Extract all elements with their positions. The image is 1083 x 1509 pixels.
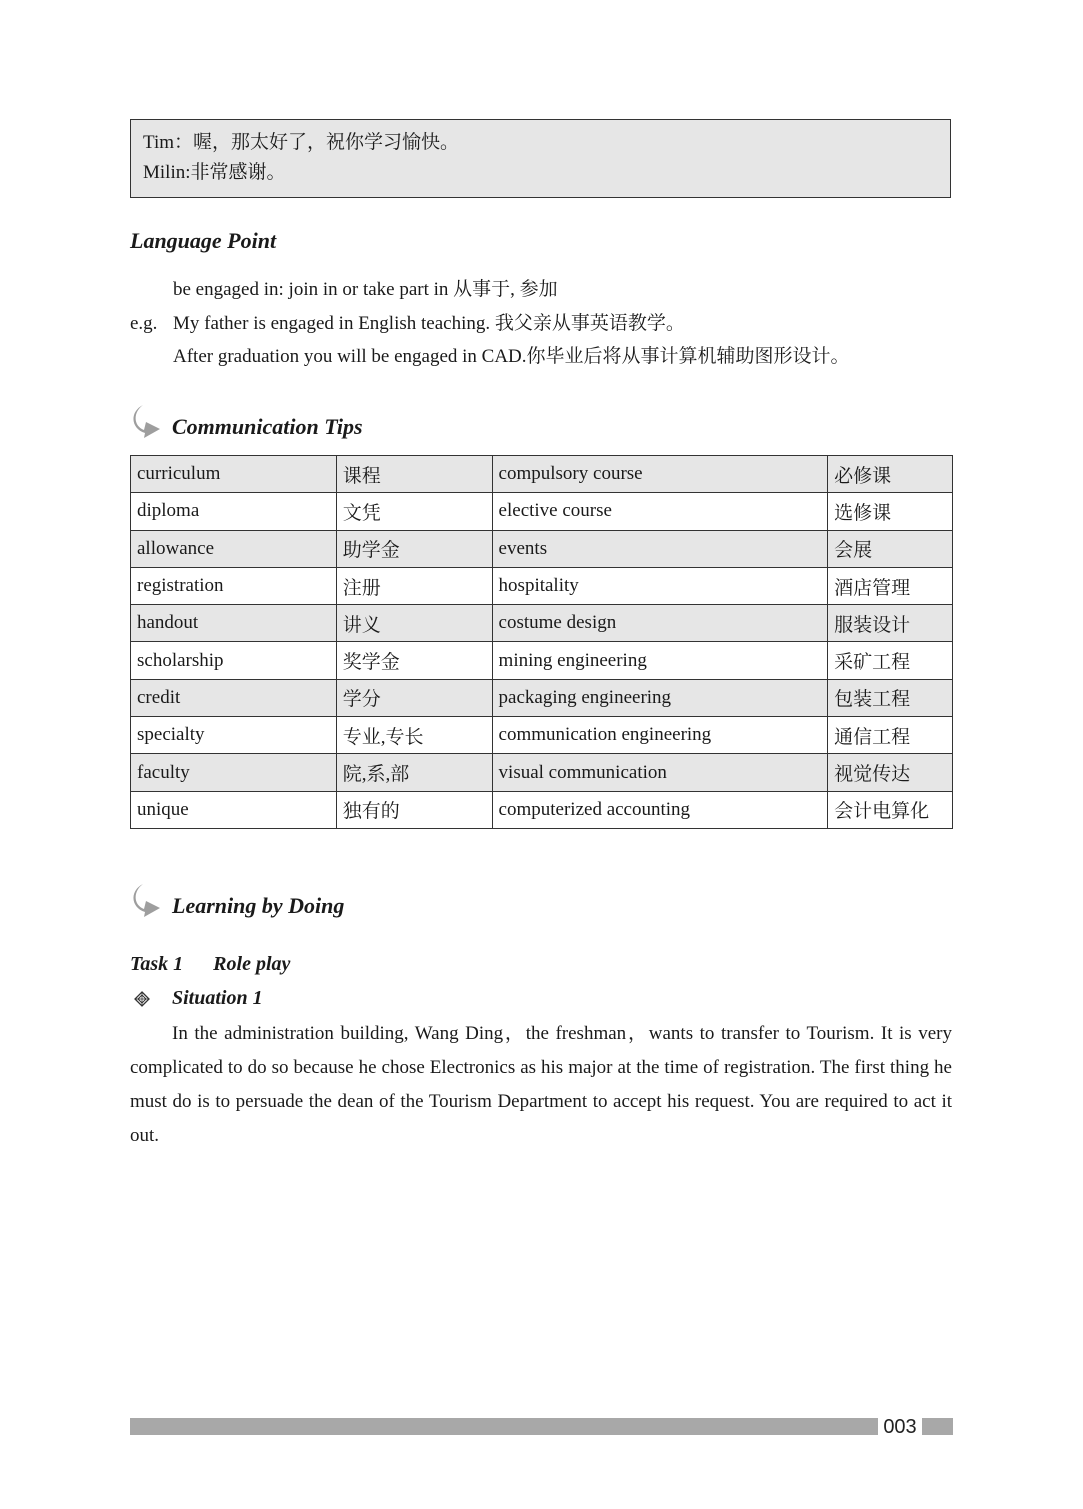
task-heading — [130, 953, 290, 976]
situation-paragraph — [130, 1017, 952, 1153]
situation-paragraph-text: In the administration building, Wang Ding，the freshman，wants to transfer to Tourism. It is very complicated to do so because he chose Electronics as his major at the time of registration. The first thing he must do is to persuade the dean of the Tourism Department to accept his request. You are required to act it out. — [130, 1023, 952, 1146]
footer-bar-right — [922, 1418, 953, 1435]
task-label: Task 1 — [130, 953, 184, 975]
table-row — [131, 567, 953, 604]
table-row — [131, 642, 953, 679]
table-cell-cn1: 专业,专长 — [336, 717, 492, 754]
table-cell-cn2: 会计电算化 — [828, 791, 953, 828]
table-cell-cn1: 独有的 — [336, 791, 492, 828]
table-cell-cn2: 必修课 — [828, 456, 953, 493]
table-cell-term1: unique — [131, 791, 337, 828]
dialog-line-milin: Milin:非常感谢。 — [143, 162, 286, 183]
language-point-example-1: My father is engaged in English teaching. 我父亲从事英语教学。 — [173, 313, 685, 334]
table-cell-term2: compulsory course — [492, 456, 828, 493]
table-cell-term1: curriculum — [131, 456, 337, 493]
table-cell-cn1: 助学金 — [336, 530, 492, 567]
table-cell-term2: mining engineering — [492, 642, 828, 679]
curved-arrow-icon — [130, 881, 168, 919]
table-cell-term1: allowance — [131, 530, 337, 567]
table-cell-term1: diploma — [131, 493, 337, 530]
table-row — [131, 791, 953, 828]
table-cell-cn2: 服装设计 — [828, 605, 953, 642]
situation-label: Situation 1 — [172, 987, 263, 1009]
language-point-definition: be engaged in: join in or take part in 从事于, 参加 — [173, 279, 558, 300]
table-cell-term2: communication engineering — [492, 717, 828, 754]
table-row — [131, 754, 953, 791]
table-row — [131, 456, 953, 493]
table-cell-term2: visual communication — [492, 754, 828, 791]
table-cell-cn1: 学分 — [336, 679, 492, 716]
table-cell-cn1: 文凭 — [336, 493, 492, 530]
language-point-heading: Language Point — [130, 228, 277, 253]
table-row — [131, 717, 953, 754]
table-cell-term1: scholarship — [131, 642, 337, 679]
table-cell-cn2: 采矿工程 — [828, 642, 953, 679]
table-cell-term2: costume design — [492, 605, 828, 642]
language-point-example-2: After graduation you will be engaged in CAD.你毕业后将从事计算机辅助图形设计。 — [173, 346, 850, 367]
table-cell-term2: packaging engineering — [492, 679, 828, 716]
table-row — [131, 530, 953, 567]
table-cell-term1: registration — [131, 567, 337, 604]
vocabulary-table — [130, 455, 953, 829]
communication-tips-heading: Communication Tips — [172, 414, 363, 439]
table-row — [131, 493, 953, 530]
dialog-line-tim: Tim：喔，那太好了，祝你学习愉快。 — [143, 132, 459, 153]
table-cell-cn2: 会展 — [828, 530, 953, 567]
table-cell-term2: computerized accounting — [492, 791, 828, 828]
table-row — [131, 605, 953, 642]
table-cell-cn2: 视觉传达 — [828, 754, 953, 791]
table-cell-cn1: 讲义 — [336, 605, 492, 642]
learning-by-doing-heading: Learning by Doing — [172, 893, 345, 918]
table-cell-term2: elective course — [492, 493, 828, 530]
table-cell-term2: events — [492, 530, 828, 567]
table-cell-cn1: 奖学金 — [336, 642, 492, 679]
table-cell-term1: specialty — [131, 717, 337, 754]
dialog-box — [130, 119, 951, 198]
table-cell-cn2: 通信工程 — [828, 717, 953, 754]
diamond-bullet-icon — [134, 991, 150, 1007]
table-cell-cn2: 选修课 — [828, 493, 953, 530]
table-cell-cn2: 包装工程 — [828, 679, 953, 716]
table-cell-cn1: 课程 — [336, 456, 492, 493]
eg-label: e.g. — [130, 313, 158, 334]
page-number: 003 — [878, 1414, 922, 1440]
task-title: Role play — [213, 953, 291, 975]
curved-arrow-icon — [130, 402, 168, 440]
table-cell-term1: handout — [131, 605, 337, 642]
table-row — [131, 679, 953, 716]
footer-bar-left — [130, 1418, 878, 1435]
table-cell-term2: hospitality — [492, 567, 828, 604]
table-cell-cn2: 酒店管理 — [828, 567, 953, 604]
table-cell-term1: credit — [131, 679, 337, 716]
table-cell-cn1: 注册 — [336, 567, 492, 604]
table-cell-term1: faculty — [131, 754, 337, 791]
table-cell-cn1: 院,系,部 — [336, 754, 492, 791]
